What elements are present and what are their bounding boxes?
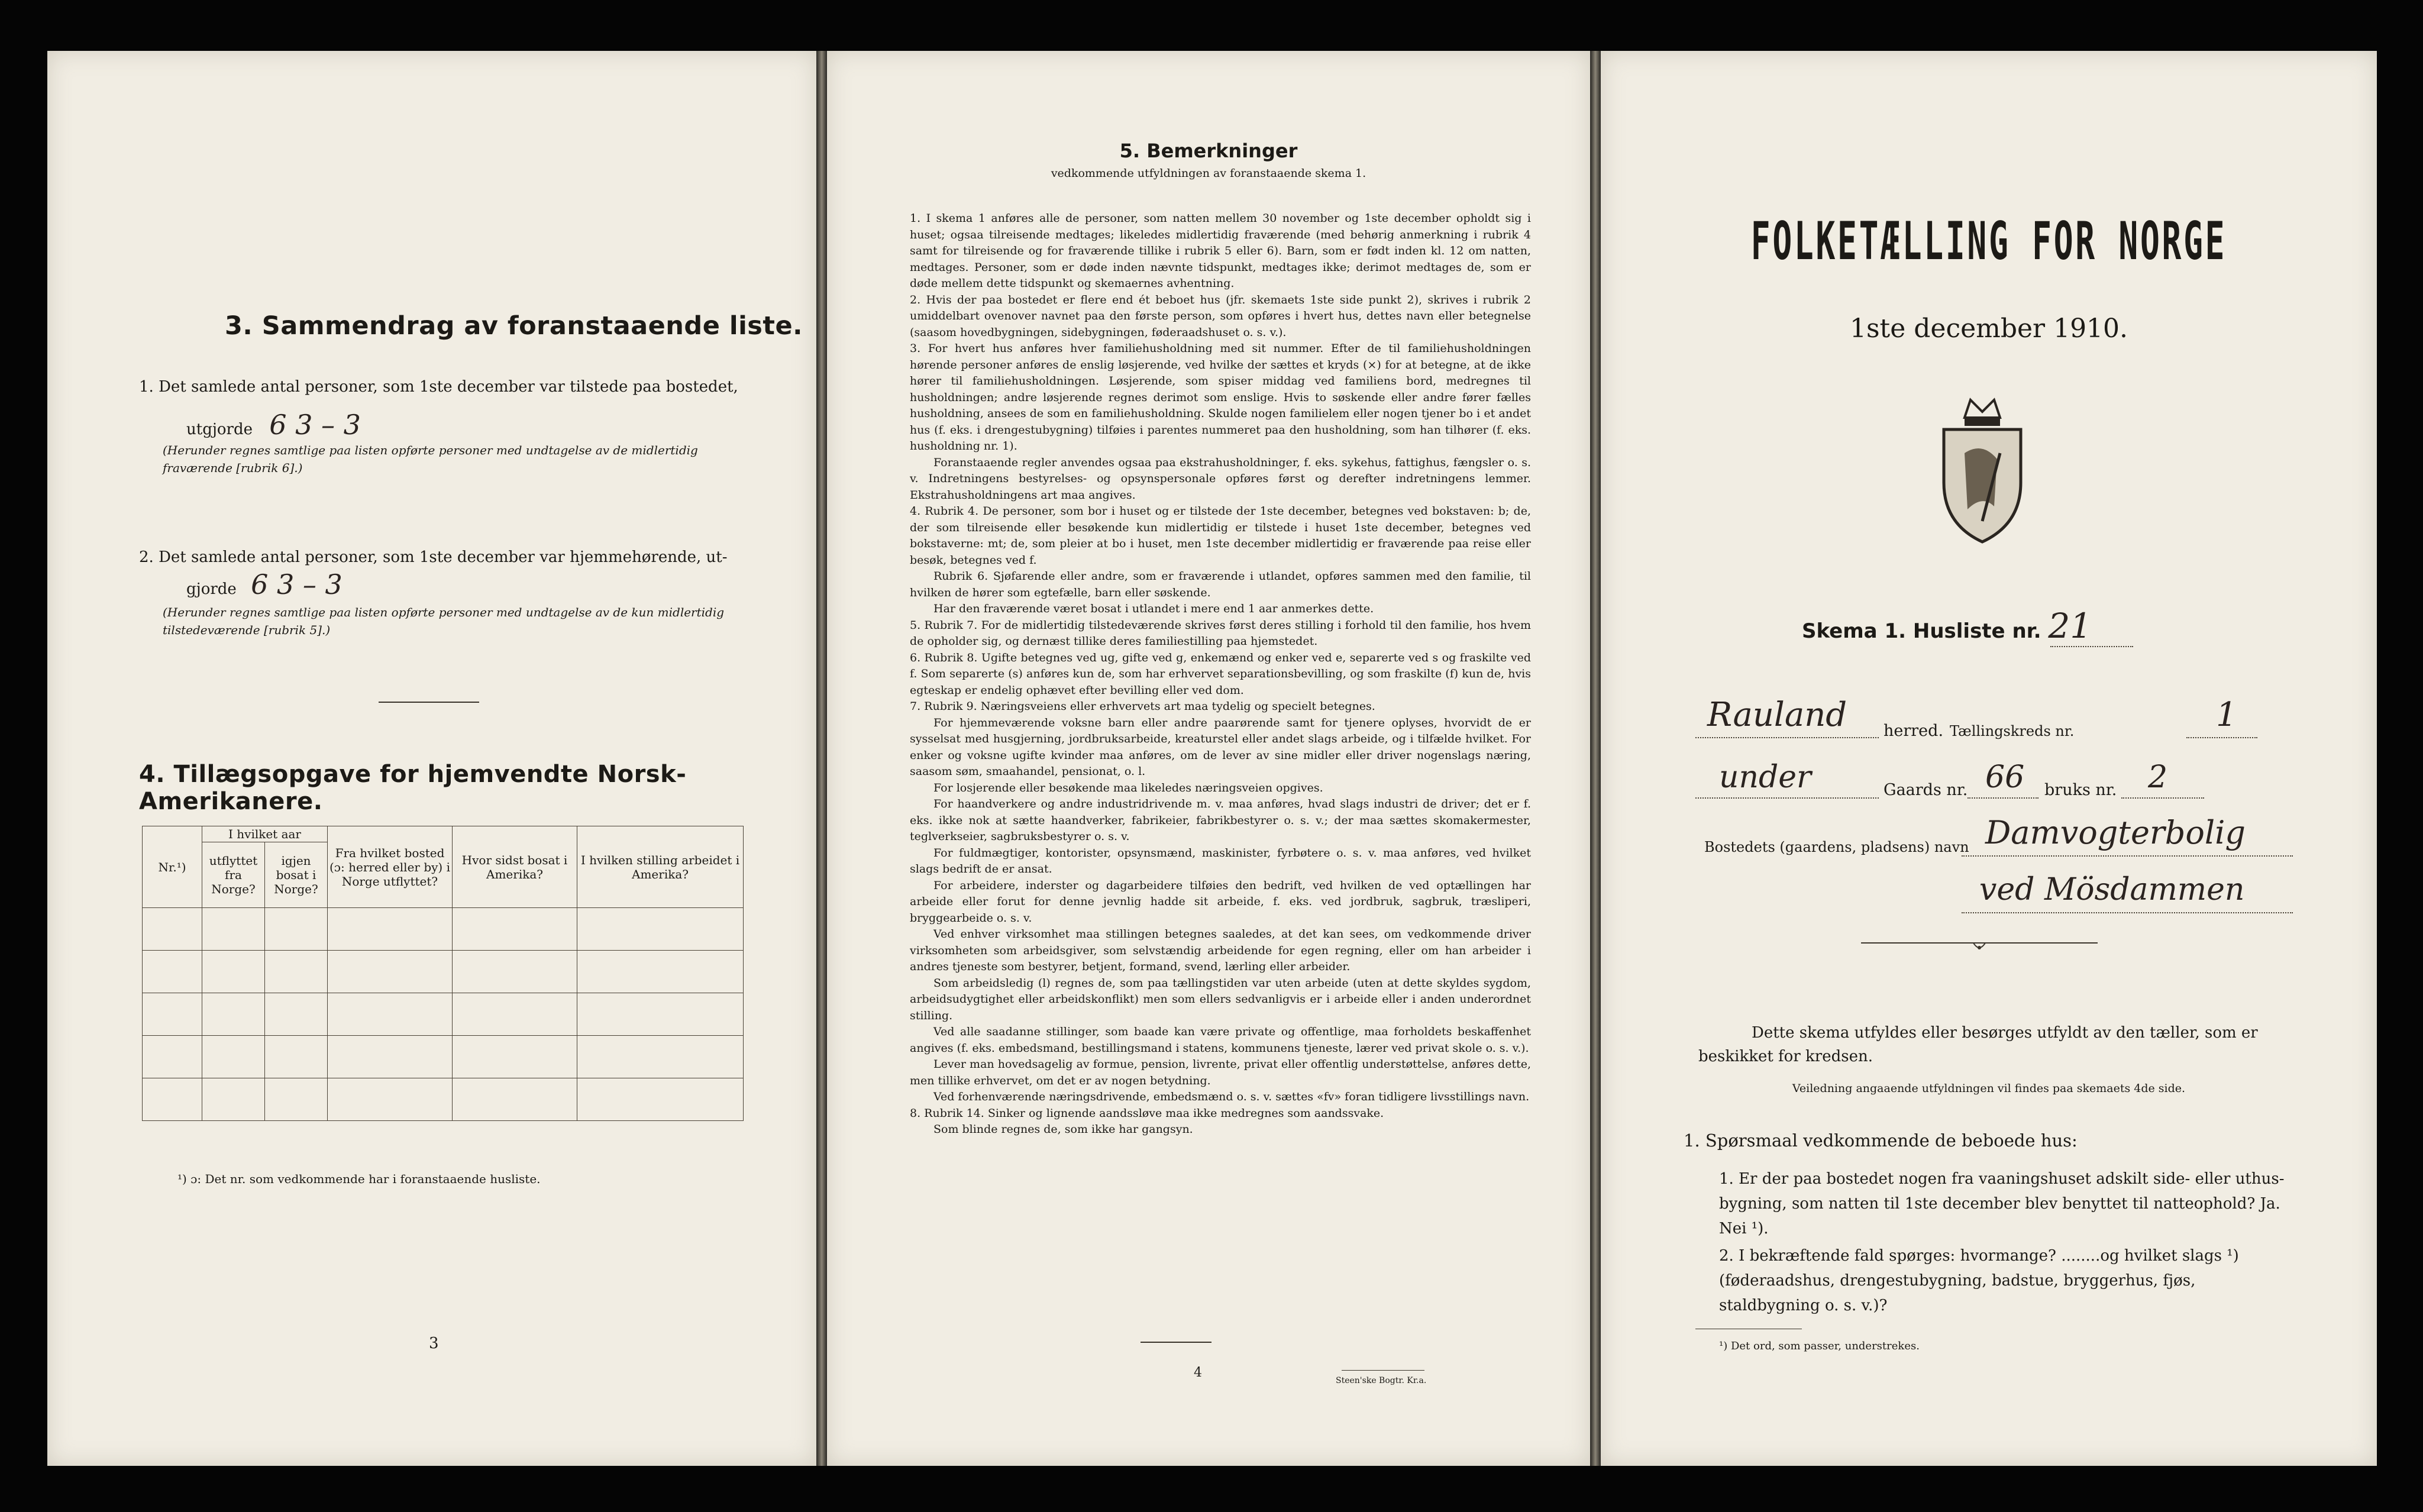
bruks-number: 2 (2148, 760, 2168, 795)
remark-item: 5. Rubrik 7. For de midlertidig tilstedeværende skrives først deres stilling i forhold til den familie, hos hvem de opholder sig, og dernæst tillike deres familiestilling paa hjemstedet. (910, 618, 1531, 648)
skema-line (1802, 606, 2092, 646)
table-row (143, 1078, 744, 1121)
table-row (143, 951, 744, 993)
item2-note: (Herunder regnes samtlige paa listen opførte personer med undtagelse av de kun midlertidig tilstedeværende [rubrik 5].) (163, 605, 725, 637)
table-row (143, 908, 744, 951)
bruks-line (2121, 797, 2204, 799)
item1-note: (Herunder regnes samtlige paa listen opførte personer med undtagelse av de midlertidig fraværende [rubrik 6].) (163, 443, 698, 475)
page-3 (47, 51, 816, 1466)
gaard-number: 66 (1985, 760, 2025, 795)
page-number: 3 (429, 1335, 439, 1352)
instruction-1: Dette skema utfyldes eller besørges utfyldt av den tæller, som er beskikket for kredsen. (1698, 1024, 2258, 1065)
item1-handwritten-value: 6 3 – 3 (269, 409, 361, 441)
remark-item: For haandverkere og andre industridrivende m. v. maa anføres, hvad slags industri de driver; det er f. eks. ikke nok at sætte haandverker, fabrikeier, fabrikbestyrer o. s. v.; der maa sættes skomakermester, teglverkseier, sagbruksbestyrer o. s. v. (910, 797, 1531, 843)
herred-label: herred. (1884, 722, 1944, 740)
col-igjen-header: igjen bosat i Norge? (265, 842, 328, 908)
kreds-value: 1 (2216, 696, 2237, 734)
bosted-line-1 (1962, 855, 2293, 857)
coat-of-arms-icon (1929, 394, 2036, 548)
item2-handwritten-value: 6 3 – 3 (251, 568, 343, 600)
col-herred-header: Fra hvilket bosted (ɔ: herred eller by) i Norge utflyttet? (328, 826, 453, 908)
item1-utgjorde-label: utgjorde (186, 421, 253, 438)
page-1 (1601, 51, 2377, 1466)
bosted-label: Bostedets (gaardens, pladsens) navn (1704, 839, 1969, 855)
remarks-title: 5. Bemerkninger (1119, 140, 1298, 162)
remark-item: 7. Rubrik 9. Næringsveiens eller erhvervets art maa tydelig og specielt betegnes. (910, 700, 1375, 713)
remark-item: Foranstaaende regler anvendes ogsaa paa ekstrahusholdninger, f. eks. sykehus, fattighus, fængsler o. s. v. Indretningens bestyrelses- og opsynspersonale opføres først og derefter indretningens lemmer. Ekstrahusholdningens art maa angives. (910, 455, 1531, 502)
remarks-list (910, 211, 1531, 1138)
kreds-label: Tællingskreds nr. (1950, 723, 2075, 739)
husliste-line (2050, 646, 2133, 647)
end-rule (1141, 1342, 1212, 1343)
gaard-value-line (1695, 797, 1879, 799)
gaard-value: under (1719, 760, 1811, 795)
remark-item: 8. Rubrik 14. Sinker og lignende aandssløve maa ikke medregnes som aandssvake. (910, 1106, 1384, 1120)
item1-text: 1. Det samlede antal personer, som 1ste december var tilstede paa bostedet, (139, 378, 738, 396)
col-nr-header: Nr.¹) (143, 826, 202, 908)
kreds-line (2186, 737, 2257, 738)
question-1-2: 2. I bekræftende fald spørges: hvormange? ........og hvilket slags ¹) (føderaadshus, drengestubygning, badstue, bryggerhus, fjøs, staldbygning o. s. v.)? (1719, 1247, 2239, 1314)
item1-utgjorde (186, 409, 600, 442)
item2-utgjorde-label: gjorde (186, 580, 237, 598)
item2-text: 2. Det samlede antal personer, som 1ste december var hjemmehørende, ut- (139, 548, 728, 566)
page-number: 4 (1194, 1365, 1202, 1380)
remark-item: Har den fraværende været bosat i utlandet i mere end 1 aar anmerkes dette. (933, 602, 1374, 615)
bruks-label: bruks nr. (2044, 781, 2117, 799)
remark-item: Ved enhver virksomhet maa stillingen betegnes saaledes, at det kan sees, om vedkommende driver virksomheten som arbeidsgiver, som selvstændig arbeidende for egen regning, eller om han arbeider i andres tjeneste som bestyrer, betjent, formand, svend, lærling eller arbeider. (910, 928, 1531, 973)
skema-label: Skema 1. Husliste nr. (1802, 619, 2041, 643)
ornament-divider-icon (1861, 938, 2098, 952)
husliste-number: 21 (2048, 606, 2092, 646)
main-title: FOLKETÆLLING FOR NORGE (1750, 211, 2227, 272)
gaard-label: Gaards nr. (1884, 781, 1968, 799)
remark-item: 2. Hvis der paa bostedet er flere end ét beboet hus (jfr. skemaets 1ste side punkt 2), skrives i rubrik 2 umiddelbart ovenover navnet paa den første person, som opføres i hvert hus, dettes navn eller betegnelse (saasom hovedbygningen, sidebygningen, føderaadshuset o. s. v.). (910, 293, 1531, 339)
remark-item: For hjemmeværende voksne barn eller andre paarørende samt for tjenere oplyses, hvorvidt de er sysselsat med husgjerning, jordbruksarbeide, kreaturstel eller andet slags arbeide, og i tilfælde hvilket. For enker og voksne ugifte kvinder maa anføres, om de lever av sine midler eller driver nogenslags næring, saasom søm, smaahandel, pensionat, o. l. (910, 716, 1531, 778)
col-hvor-header: Hvor sidst bosat i Amerika? (453, 826, 577, 908)
item2-utgjorde (186, 568, 600, 602)
census-date: 1ste december 1910. (1849, 314, 2128, 344)
remark-item: 1. I skema 1 anføres alle de personer, som natten mellem 30 november og 1ste december opholdt sig i huset; ogsaa tilreisende medtages; likeledes midlertidig fraværende (med behørig anmerkning i rubrik 4 samt for tilreisende og for fraværende tillike i rubrik 5 eller 6). Barn, som er født inden kl. 12 om natten, medtages. Personer, som er døde inden nævnte tidspunkt, medtages ikke; derimot medtages de, som er døde mellem dette tidspunkt og skemaernes avhentning. (910, 212, 1531, 290)
remark-item: Ved forhenværende næringsdrivende, embedsmænd o. s. v. sættes «fv» foran tidligere livsstillings navn. (933, 1090, 1530, 1103)
page-fold (1590, 51, 1601, 1466)
printer-rule (1342, 1370, 1424, 1371)
table-row (143, 993, 744, 1036)
question-1-title: 1. Spørsmaal vedkommende de beboede hus: (1684, 1130, 2078, 1151)
remark-item: 3. For hvert hus anføres hver familiehusholdning med sit nummer. Efter de til familiehusholdningen hørende personer anføres de enslig løsjerende, ved hvilke der sættes et kryds (×) for at betegne, at de ikke hører til familiehusholdningen. Løsjerende, som spiser middag ved familiens bord, medregnes til husholdningen; andre løsjerende regnes derimot som enslige. Hvis to søskende eller andre fører fælles husholdning, ansees de som en familiehusholdning. Skulde nogen familielem eller nogen tjener bo i et andet hus (f. eks. i drengestubygning) tilføies i parentes nummeret paa den husholdning, som han tilhører (f. eks. husholdning nr. 1). (910, 342, 1531, 453)
table-row (143, 1036, 744, 1078)
remark-item: Som arbeidsledig (l) regnes de, som paa tællingstiden var uten arbeide (uten at dette skyldes sygdom, arbeidsudygtighet eller arbeidskonflikt) men som ellers sedvanligvis er i arbeide eller i anden underordnet stilling. (910, 976, 1531, 1022)
remark-item: 4. Rubrik 4. De personer, som bor i huset og er tilstede der 1ste december, betegnes ved bokstaven: b; de, der som tilreisende eller besøkende kun midlertidig er tilstede i huset 1ste december, betegnes ved bokstaverne: mt; de, som pleier at bo i huset, men 1ste december midlertidig er fraværende paa reise eller besøk, betegnes ved f. (910, 505, 1531, 567)
question-1-1: 1. Er der paa bostedet nogen fra vaaningshuset adskilt side- eller uthus-bygning, som natten til 1ste december blev benyttet til natteophold? Ja. Nei ¹). (1719, 1170, 2285, 1238)
remark-item: For fuldmægtiger, kontorister, opsynsmænd, maskinister, fyrbøtere o. s. v. maa anføres, ved hvilket slags bedrift de er ansat. (910, 846, 1531, 875)
herred-line (1695, 737, 1879, 738)
remark-item: For losjerende eller besøkende maa likeledes næringsveien opgives. (933, 781, 1323, 794)
remarks-subtitle: vedkommende utfyldningen av foranstaaende skema 1. (1051, 167, 1366, 180)
bosted-value-line1: Damvogterbolig (1985, 814, 2246, 851)
gaard-nr-line (1968, 797, 2038, 799)
remark-item: Lever man hovedsagelig av formue, pension, livrente, privat eller offentlig understøttelse, anføres dette, men tillike erhvervet, om det er av nogen betydning. (910, 1058, 1531, 1087)
remark-item: 6. Rubrik 8. Ugifte betegnes ved ug, gifte ved g, enkemænd og enker ved e, separerte ved s og fraskilte ved f. Som separerte (s) anføres kun de, som har erhvervet separationsbevilling, og som fraskilte (f) kun de, hvis egteskap er endelig ophævet efter bevilling eller ved dom. (910, 651, 1531, 697)
instruction-2: Veiledning angaaende utfyldningen vil findes paa skemaets 4de side. (1792, 1082, 2186, 1095)
section-4-title: 4. Tillægsopgave for hjemvendte Norsk-Amerikanere. (139, 761, 687, 815)
remark-item: Rubrik 6. Sjøfarende eller andre, som er fraværende i utlandet, opføres sammen med den familie, til hvilken de hører som egtefælle, barn eller søskende. (910, 570, 1531, 599)
remark-item: For arbeidere, inderster og dagarbeidere tilføies den bedrift, ved hvilken de ved optællingen har arbeide eller forut for denne jevnlig hadde sit arbeide, f. eks. ved jordbruk, sagbruk, træsliperi, bryggearbeide o. s. v. (910, 878, 1531, 925)
remark-item: Som blinde regnes de, som ikke har gangsyn. (933, 1123, 1193, 1136)
page-4 (827, 51, 1590, 1466)
printer-mark: Steen'ske Bogtr. Kr.a. (1336, 1376, 1427, 1385)
page-fold (816, 51, 827, 1466)
remark-item: Ved alle saadanne stillinger, som baade kan være private og offentlige, maa forholdets beskaffenhet angives (f. eks. embedsmand, bestillingsmand i statens, kommunens tjeneste, lærer ved privat skole o. s. v.). (910, 1025, 1531, 1055)
col-stilling-header: I hvilken stilling arbeidet i Amerika? (577, 826, 744, 908)
footnote: ¹) Det ord, som passer, understrekes. (1719, 1340, 1920, 1352)
herred-value: Rauland (1707, 696, 1847, 734)
divider-rule (379, 702, 479, 703)
col-utflyttet-header: utflyttet fra Norge? (202, 842, 265, 908)
table-footnote: ¹) ɔ: Det nr. som vedkommende har i foranstaaende husliste. (177, 1172, 541, 1186)
bosted-value-line2: ved Mösdammen (1979, 872, 2245, 907)
norsk-amerikanere-table (142, 826, 744, 1121)
section-3-title: 3. Sammendrag av foranstaaende liste. (225, 311, 803, 341)
col-group-header: I hvilket aar (202, 826, 328, 842)
bosted-line-2 (1962, 912, 2293, 913)
